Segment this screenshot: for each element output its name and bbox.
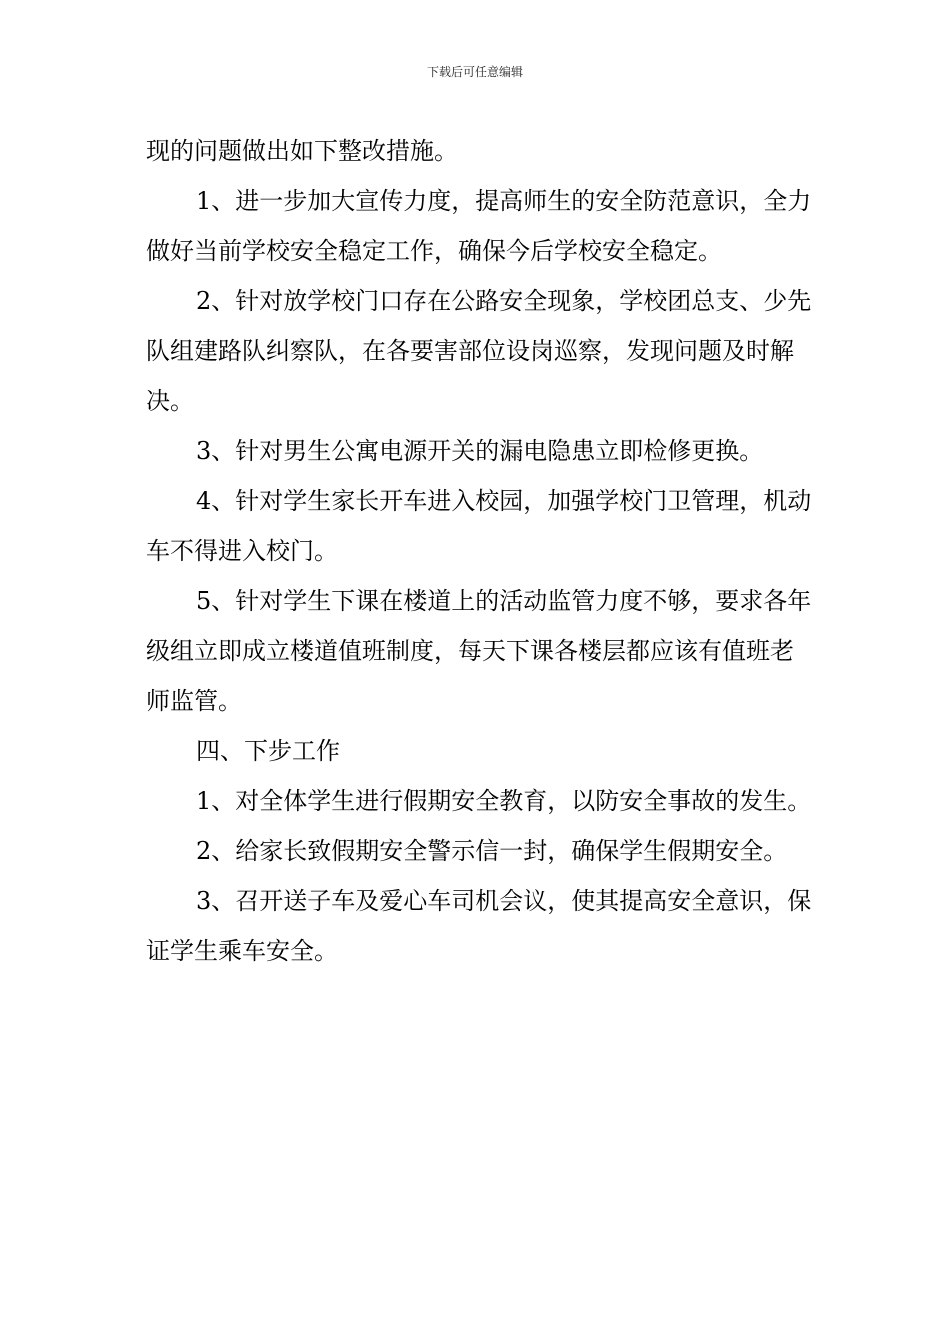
- paragraph-next-step-2: 2、给家长致假期安全警示信一封，确保学生假期安全。: [196, 837, 788, 865]
- paragraph-next-step-3: 3、召开送子车及爱心车司机会议，使其提高安全意识，保证学生乘车安全。: [146, 887, 812, 965]
- paragraph-next-step-1: 1、对全体学生进行假期安全教育，以防安全事故的发生。: [196, 787, 812, 815]
- paragraph-measure-2: 2、针对放学校门口存在公路安全现象，学校团总支、少先队组建路队纠察队，在各要害部位设岗巡察，发现问题及时解决。: [146, 287, 812, 415]
- paragraph-intro: 现的问题做出如下整改措施。: [146, 137, 458, 165]
- paragraph-measure-1: 1、进一步加大宣传力度，提高师生的安全防范意识，全力做好当前学校安全稳定工作，确保今后学校安全稳定。: [146, 187, 812, 265]
- paragraph-measure-3: 3、针对男生公寓电源开关的漏电隐患立即检修更换。: [196, 437, 764, 465]
- section-heading-next-steps: 四、下步工作: [196, 737, 340, 765]
- paragraph-measure-4: 4、针对学生家长开车进入校园，加强学校门卫管理，机动车不得进入校门。: [146, 487, 812, 565]
- paragraph-measure-5: 5、针对学生下课在楼道上的活动监管力度不够，要求各年级组立即成立楼道值班制度，每天下课各楼层都应该有值班老师监管。: [146, 587, 812, 715]
- page-header: 下载后可任意编辑: [426, 65, 523, 79]
- document-body: [146, 126, 816, 976]
